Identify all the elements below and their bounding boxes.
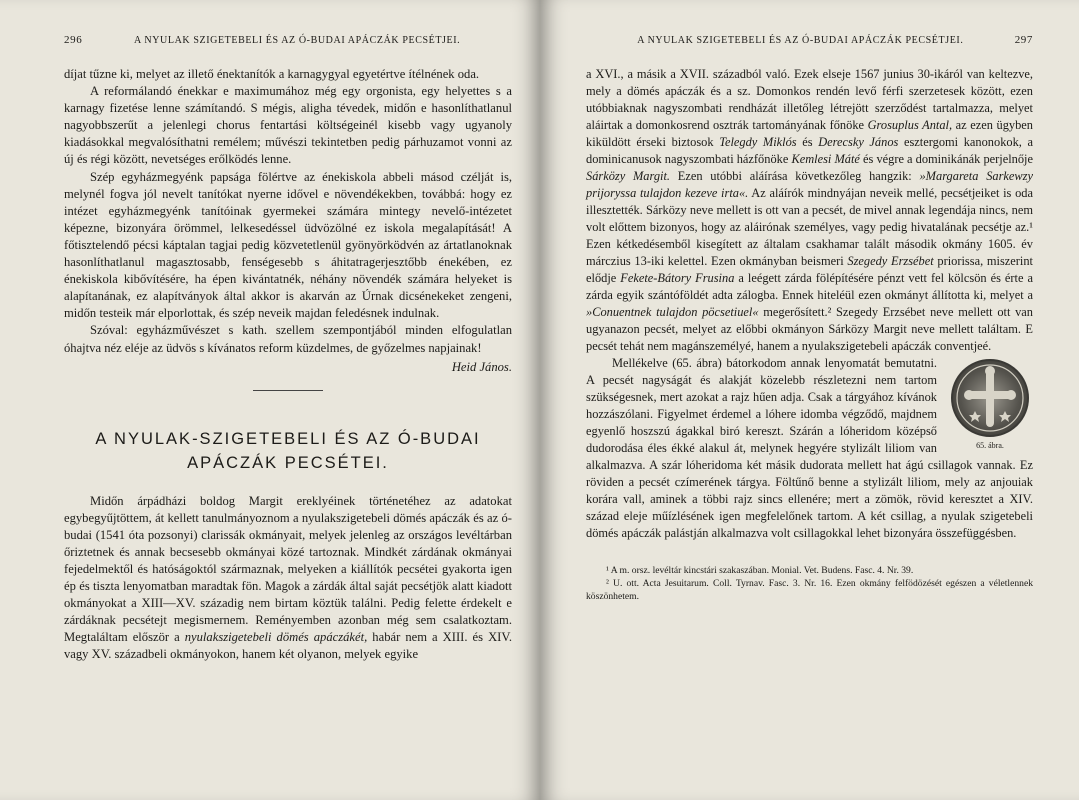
article-title — [64, 427, 512, 475]
section-divider — [253, 390, 323, 391]
text-run: és — [796, 135, 819, 149]
left-paragraph-1: díjat tűzne ki, melyet az illető énektanítók a karnagygyal egyetértve ítélnének oda. — [64, 67, 480, 81]
right-running-head — [586, 34, 1033, 46]
seal-image — [951, 359, 1029, 437]
italic-name: Sárközy Margit. — [586, 169, 671, 183]
article-title-line-2: APÁCZÁK PECSÉTEI. — [187, 453, 389, 472]
left-running-head — [64, 34, 512, 46]
footnote-2: ² U. ott. Acta Jesuitarum. Coll. Tyrnav. Fasc. 3. Nr. 16. Ezen okmány felfödözését egészen a véletlennek köszönhetem. — [586, 578, 1033, 602]
author-signature: Heid János. — [451, 359, 512, 374]
italic-name: Grosuplus Antal, — [867, 118, 953, 132]
right-paragraph-2: Mellékelve (65. ábra) bátorkodom annak lenyomatát bemutatni. A pecsét nagyságát és alakját közelebb részletezni nem tartom szükségesnek, mert azokat a rajz hűen adja. Csak a tárgyához kívánok hozzászólani. Figyelmet érdemel a lóhere idomba végződő, majdnem egyenlő hoszszú ágakkal biró kereszt. Szárán a lóheridom középső dudorodása éles ékké alakul át, melynek hegyére stylizált liliom van alkalmazva. A szár lóheridoma két másik dudorata mellett hat ágú csillagok vannak. Ez röviden a pecsét czímerének tárgya. Föltűnő benne a stylizált liliom, mely az anjouiak korára vall, aminek a többi rajz sincs ellenére; mert a zömök, rövid keresztet a XIV. század eleje műízlésének igen megfelelőnek tartom. A két csillag, a nyulak szigetebeli dömés apáczák palástján alkalmazva volt csillagokkal lehet bizonyára összefüggésben. — [586, 356, 1033, 540]
article-tail: habár nem a XIII. és XIV. vagy XV. századbeli okmányokon, hanem két olyanon, melyek egyike — [64, 630, 512, 662]
right-page — [540, 0, 1079, 800]
article-paragraph — [64, 493, 512, 664]
text-run: és végre a dominikánák perjelnője — [859, 152, 1033, 166]
text-run: a XVI., a másik a XVII. századból való. Ezek elseje 1567 junius 30-ikáról van keltezve, mely a dömés apáczák és a sz. Domonkos rendén levő férfi szerzetesek között, ezen utóbbiaknak nagyszombati rendházát illetőleg létrejött szerződést tartalmazza, melyet aláirtak a domonkosrend osztrák tartományának főnöke — [586, 67, 1033, 132]
italic-name: Fekete-Bátory Frusina — [620, 271, 735, 285]
text-run: az ezen ügyben kiküldött érseki biztosok — [586, 118, 1033, 149]
footnotes — [586, 564, 1033, 603]
left-paragraph-3: Szép egyházmegyénk papsága fölértve az énekiskola abbeli másod czélját is, melynél fogva jól nevelt tanítókat nyerne idővel e növendékekben, továbbá: hogy ez intézet egyházmegyénk tanítóinak gyermekei számára mintegy nevelő-intézetet képezne, bizonyára örömmel, lelkesedéssel üdvözölné ez iskola megalapítását! A főtisztelendő pécsi káptalan tagjai pedig közvetetlenül gyönyörködvén az ártatlanoknak hasonlíthatlanul magasztosabb, fenségesebb s áhitatragerjesztőbb énekében, ez énekiskola kibővítésére, ha épen kivántatnék, néhány növendék számára helyeket is alapítanának, ez alapítványok által akkor is akarván az Úrnak dicsénekeket zengeni, midőn testeik már elporlottak, és szép neveik majdan feledésnek indulnak. — [64, 169, 512, 321]
text-run: megerősített.² Szegedy Erzsébet neve mellett ott van ugyanazon pecsét, melyet az előbbi okmányon Sárközy Margit neve mellett találtam. E pecsét tehát nem magánszemélyé, hanem a nyulakszigetebeli apáczák conventjeé. — [586, 305, 1033, 353]
text-run: a leégett zárda fölépítésére pénzt vett fel kölcsön és érte a zárda egyik szántóföldét adta zálogba. Ennek hiteléül ezen okmányt állította ki, melyet a — [586, 271, 1033, 302]
seal-cross-icon — [953, 361, 1027, 435]
text-run: esztergomi kanonokok, a dominicanusok nagyszombati házfőnöke — [586, 135, 1033, 166]
figure-caption: 65. ábra. — [976, 441, 1004, 450]
right-running-title: A NYULAK SZIGETEBELI ÉS AZ Ó-BUDAI APÁCZÁK PECSÉTJEI. — [637, 35, 964, 46]
left-page-number: 296 — [64, 34, 83, 46]
article-italic: nyulakszigetebeli dömés apáczákét, — [184, 630, 368, 645]
italic-name: Telegdy Miklós — [719, 135, 797, 149]
text-run: Az aláírók mindnyájan neveik mellé, pecsétjeiket is oda illesztették. Sárközy neve mellett is ott van a pecsét, de mivel annak legendája nincs, nem volt előttem bizonyos, hogy az aláirónak személyes, vagy pedig hivatalának pecsétje az.¹ Ezen kétkedésemből kisegített az általam csakhamar talált második okmány 1605. év márczius 13-iki kelettel. Ezen okmányban beismeri — [586, 186, 1033, 268]
left-paragraph-4: Szóval: egyházművészet s kath. szellem szempontjából minden elfogulatlan óhajtva néz eléje az üdvös s kívánatos reform küzdelmes, de győzelmes napjainak! — [64, 323, 512, 355]
right-page-number: 297 — [1014, 34, 1033, 46]
seal-figure — [947, 359, 1033, 450]
left-running-title: A NYULAK SZIGETEBELI ÉS AZ Ó-BUDAI APÁCZÁK PECSÉTJEI. — [134, 35, 461, 46]
text-run: Ezen utóbbi aláírása következőleg hangzik: — [670, 169, 920, 183]
italic-name: Derecsky János — [818, 135, 899, 149]
article-title-line-1: A NYULAK-SZIGETEBELI ÉS AZ Ó-BUDAI — [95, 429, 481, 448]
italic-name: Kemlesi Máté — [791, 152, 860, 166]
right-paragraph-1 — [586, 66, 1033, 355]
text-run: priorissa, miszerint elődje — [586, 254, 1033, 285]
left-paragraph-2: A reformálandó énekkar e maximumához még egy orgonista, egy helyettes s a karnagy fizetése lenne számítandó. S mégis, aligha tévedek, midőn e hasonlíthatlanul nagyobbszerűt a jelenlegi chorus fentartási költségeinél kisebb vagy ugyanoly kiadásokkal megvalósíthatni remélem; művészi tekintetben pedig párhuzamot vonni az új és régi között, nevetséges erőlködés lenne. — [64, 84, 512, 167]
italic-name: Szegedy Erzsébet — [847, 254, 934, 268]
article-text: Midőn árpádházi boldog Margit ereklyéinek történetéhez az adatokat egybegyűjtöttem, át kellett tanulmányoznom a nyulakszigetebeli dömés apáczák és az ó-budai (1541 óta pozsonyi) clarissák okmányait, melyek jelenleg az országos levéltárban őriztetnek és annak becsesebb okmányai közé tartoznak. Mindkét zárdának okmányai fejedelmektől és hatóságoktól származnak, melyeken a kiállítók pecsétei gyakorta igen ép és tiszta lenyomatban maradtak fön. Magok a zárdák által saját pecsétjök alatt kiadott okmányokat a XIII—XV. századig nem birtam köztük találni. Pedig felette érdekelt e zárdáknak pecsétejt megismernem. Reményemben azonban még sem csalatkoztam. Megtaláltam először a — [64, 493, 512, 645]
italic-quote: »Conuentnek tulajdon pöcsetiuel« — [586, 305, 759, 319]
footnote-1: ¹ A m. orsz. levéltár kincstári szakaszában. Monial. Vet. Budens. Fasc. 4. Nr. 39. — [606, 565, 914, 576]
italic-quote: »Margareta Sarkewzy prijoryssa tulajdon kezeve irta«. — [586, 169, 1033, 200]
